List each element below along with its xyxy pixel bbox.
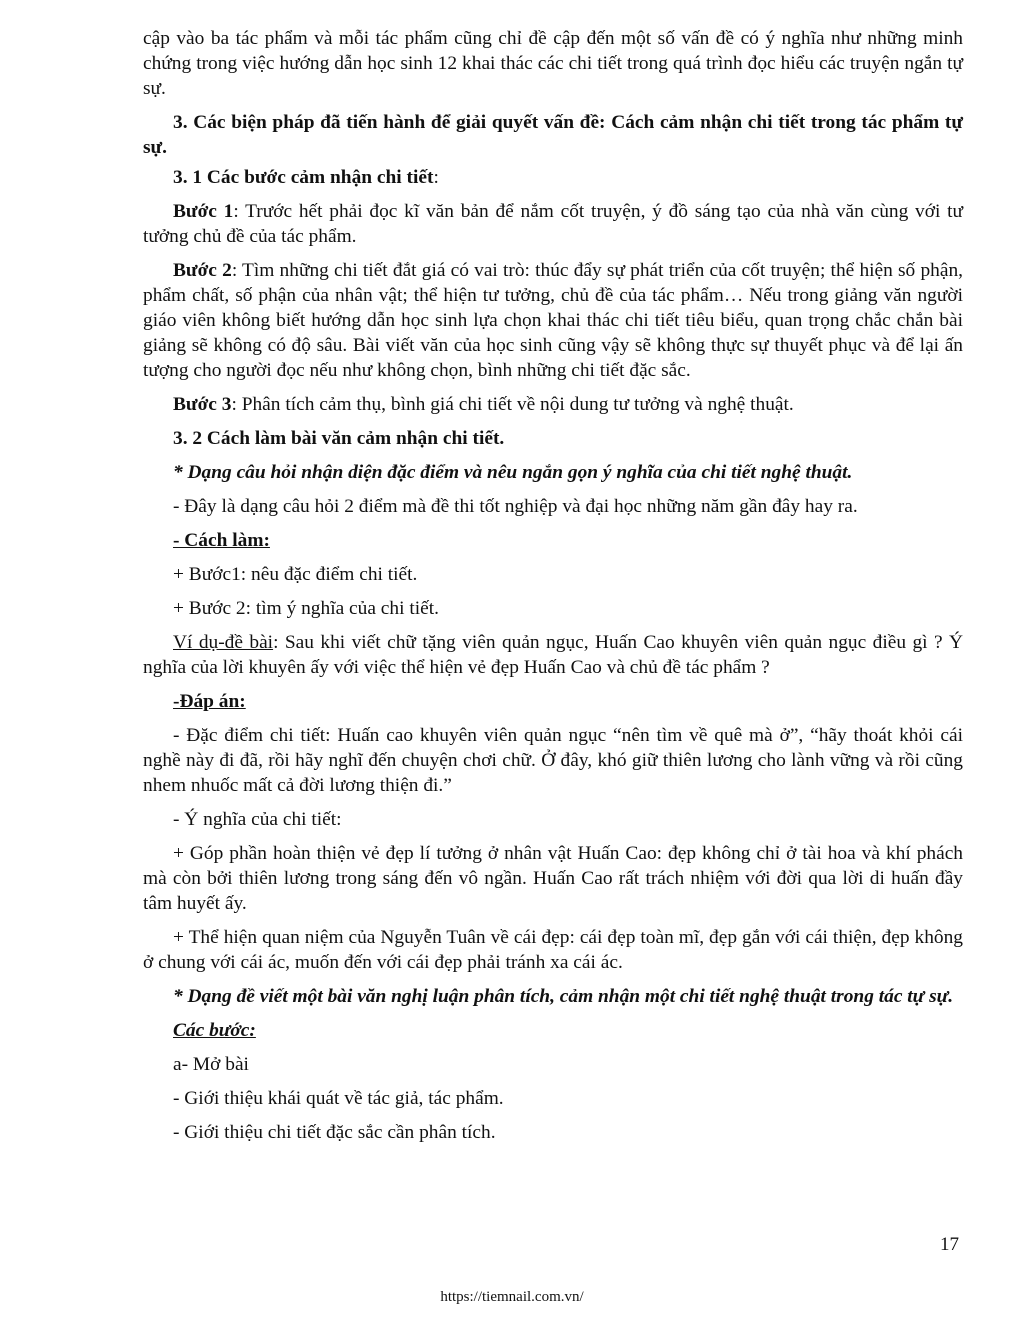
answer-detail: - Đặc điểm chi tiết: Huấn cao khuyên viên quản ngục “nên tìm về quê mà ở”, “hãy thoát khỏi cái nghề này đi đã, rồi hãy nghĩ đến chuyện chơi chữ. Ở đây, khó giữ thiên lương cho lành vững và rồi cũng nhem nhuốc mất cả đời lương thiện đi.”: [143, 725, 963, 796]
opening-item-1: - Giới thiệu khái quát về tác giả, tác phẩm.: [173, 1088, 504, 1109]
answer-meaning-2: + Thể hiện quan niệm của Nguyễn Tuân về cái đẹp: cái đẹp toàn mĩ, đẹp gắn với cái thiện, đẹp không ở chung với cái ác, muốn đến với cái đẹp phải tránh xa cái ác.: [143, 927, 963, 973]
section-heading-3-1: 3. 1 Các bước cảm nhận chi tiết:: [173, 167, 439, 188]
page-number: 17: [940, 1234, 959, 1255]
answer-meaning-label: - Ý nghĩa của chi tiết:: [173, 809, 342, 830]
paragraph-step-2: Bước 2: Tìm những chi tiết đắt giá có vai trò: thúc đẩy sự phát triển của cốt truyện; thể hiện số phận, phẩm chất, số phận của nhân vật; thể hiện tư tưởng, chủ đề của tác phẩm… Nếu trong giảng văn người giáo viên không biết hướng dẫn học sinh lựa chọn khai thác chi tiết tiêu biểu, quan trọng chắc chắn bài giảng sẽ không có độ sâu. Bài viết văn của học sinh cũng vậy sẽ không thực sự thuyết phục và để lại ấn tượng cho người đọc nếu như không chọn, bình những chi tiết đặc sắc.: [143, 260, 963, 381]
question-type-1-heading: * Dạng câu hỏi nhận diện đặc điểm và nêu ngắn gọn ý nghĩa của chi tiết nghệ thuật.: [173, 462, 853, 483]
section-heading-3-2: 3. 2 Cách làm bài văn cảm nhận chi tiết.: [173, 428, 505, 449]
method-step-1: + Bước1: nêu đặc điểm chi tiết.: [173, 564, 418, 585]
paragraph-step-1: Bước 1: Trước hết phải đọc kĩ văn bản để nắm cốt truyện, ý đồ sáng tạo của nhà văn cùng với tư tưởng chủ đề của tác phẩm.: [143, 201, 963, 247]
paragraph-step-3: Bước 3: Phân tích cảm thụ, bình giá chi tiết về nội dung tư tưởng và nghệ thuật.: [173, 394, 794, 415]
paragraph-intro-continuation: cập vào ba tác phẩm và mỗi tác phẩm cũng chỉ đề cập đến một số vấn đề có ý nghĩa như những minh chứng trong việc hướng dẫn học sinh 12 khai thác các chi tiết trong quá trình đọc hiểu các truyện ngắn tự sự.: [143, 28, 963, 99]
example-prompt: Ví dụ-đề bài: Sau khi viết chữ tặng viên quản ngục, Huấn Cao khuyên viên quản ngục điều gì ? Ý nghĩa của lời khuyên ấy với việc thể hiện vẻ đẹp Huấn Cao và chủ đề tác phẩm ?: [143, 632, 963, 678]
question-type-2-heading: * Dạng đề viết một bài văn nghị luận phân tích, cảm nhận một chi tiết nghệ thuật trong tác tự sự.: [173, 986, 954, 1007]
opening-item-2: - Giới thiệu chi tiết đặc sắc cần phân tích.: [173, 1122, 496, 1143]
section-heading-3: 3. Các biện pháp đã tiến hành để giải quyết vấn đề: Cách cảm nhận chi tiết trong tác phẩm tự sự.: [143, 112, 963, 158]
answer-meaning-1: + Góp phần hoàn thiện vẻ đẹp lí tưởng ở nhân vật Huấn Cao: đẹp không chỉ ở tài hoa và khí phách mà còn bởi thiên lương trong sáng đến vô ngần. Huấn Cao rất trách nhiệm với đời qua lời di huấn đầy tâm huyết ấy.: [143, 843, 963, 914]
answer-heading: -Đáp án:: [173, 691, 246, 712]
method-step-2: + Bước 2: tìm ý nghĩa của chi tiết.: [173, 598, 439, 619]
steps-heading: Các bước:: [173, 1020, 256, 1041]
opening-heading: a- Mở bài: [173, 1054, 249, 1075]
footer-url: https://tiemnail.com.vn/: [440, 1289, 584, 1305]
document-body: [143, 26, 963, 1154]
method-heading: - Cách làm:: [173, 530, 270, 551]
question-type-1-note: - Đây là dạng câu hỏi 2 điểm mà đề thi tốt nghiệp và đại học những năm gần đây hay ra.: [173, 496, 858, 517]
